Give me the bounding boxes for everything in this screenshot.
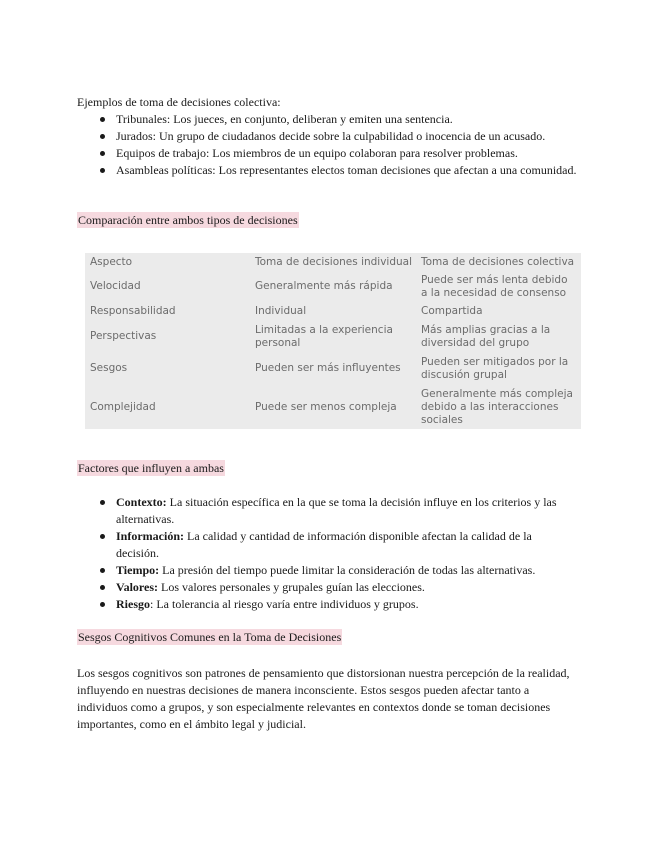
- table-cell: Puede ser más lenta debido a la necesidad de consenso: [421, 273, 568, 299]
- factor-term: Riesgo: [116, 597, 150, 611]
- factor-text: Los valores personales y grupales guían las elecciones.: [158, 580, 425, 594]
- list-item: [77, 528, 577, 562]
- factor-term: Valores:: [116, 580, 158, 594]
- table-cell: Perspectivas: [90, 330, 157, 342]
- table-cell: Sesgos: [90, 362, 128, 374]
- table-cell: Responsabilidad: [90, 304, 176, 317]
- table-cell: Individual: [255, 304, 307, 317]
- list-item: Equipos de trabajo: Los miembros de un equipo colaboran para resolver problemas.: [77, 145, 577, 162]
- list-item: [77, 596, 577, 613]
- biases-heading: Sesgos Cognitivos Comunes en la Toma de Decisiones: [78, 630, 342, 644]
- examples-list: [77, 111, 577, 179]
- table-cell: Más amplias gracias a la diversidad del grupo: [421, 323, 551, 349]
- table-row: [85, 272, 581, 301]
- table-cell: Velocidad: [90, 280, 141, 292]
- table-cell: Generalmente más compleja debido a las interacciones sociales: [421, 387, 573, 426]
- table-header-cell: Aspecto: [90, 256, 133, 268]
- factor-text: La presión del tiempo puede limitar la consideración de todas las alternativas.: [159, 563, 536, 577]
- list-item: Asambleas políticas: Los representantes electos toman decisiones que afectan a una comunidad.: [77, 162, 577, 179]
- table-cell: Pueden ser más influyentes: [255, 362, 401, 374]
- table-cell: Complejidad: [90, 400, 156, 413]
- table-header-row: [85, 253, 581, 272]
- table-cell: Generalmente más rápida: [255, 280, 393, 292]
- list-item: [77, 562, 577, 579]
- factors-heading: Factores que influyen a ambas: [78, 461, 224, 475]
- table-cell: Compartida: [421, 304, 483, 317]
- table-cell: Pueden ser mitigados por la discusión grupal: [421, 355, 569, 381]
- table-row: [85, 385, 581, 429]
- factor-term: Contexto:: [116, 495, 167, 509]
- table-header-cell: Toma de decisiones individual: [255, 256, 413, 268]
- table-header-cell: Toma de decisiones colectiva: [421, 256, 575, 268]
- factors-list: [77, 494, 577, 613]
- comparison-table: [85, 253, 581, 429]
- table-cell: Puede ser menos compleja: [255, 400, 397, 413]
- factor-text: La calidad y cantidad de información disponible afectan la calidad de la decisión.: [116, 529, 532, 560]
- factor-term: Información:: [116, 529, 184, 543]
- table-row: [85, 353, 581, 384]
- list-item: Tribunales: Los jueces, en conjunto, deliberan y emiten una sentencia.: [77, 111, 577, 128]
- list-item: Jurados: Un grupo de ciudadanos decide sobre la culpabilidad o inocencia de un acusado.: [77, 128, 577, 145]
- factor-term: Tiempo:: [116, 563, 160, 577]
- table-row: [85, 321, 581, 352]
- table-cell: Limitadas a la experiencia personal: [255, 323, 393, 349]
- factor-text: : La tolerancia al riesgo varía entre individuos y grupos.: [150, 597, 419, 611]
- factor-text: La situación específica en la que se toma la decisión influye en los criterios y las alternativas.: [116, 495, 557, 526]
- list-item: [77, 494, 577, 528]
- list-item: [77, 579, 577, 596]
- comparison-heading: Comparación entre ambos tipos de decisiones: [78, 213, 298, 227]
- table-row: [85, 302, 581, 320]
- biases-paragraph: Los sesgos cognitivos son patrones de pensamiento que distorsionan nuestra percepción de la realidad, influyendo en nuestras decisiones de manera inconsciente. Estos sesgos pueden afectar tanto a individuos como a grupos, y son especialmente relevantes en contextos donde se toman decisiones importantes, como en el ámbito legal y judicial.: [77, 666, 570, 731]
- intro-text: Ejemplos de toma de decisiones colectiva:: [77, 95, 281, 109]
